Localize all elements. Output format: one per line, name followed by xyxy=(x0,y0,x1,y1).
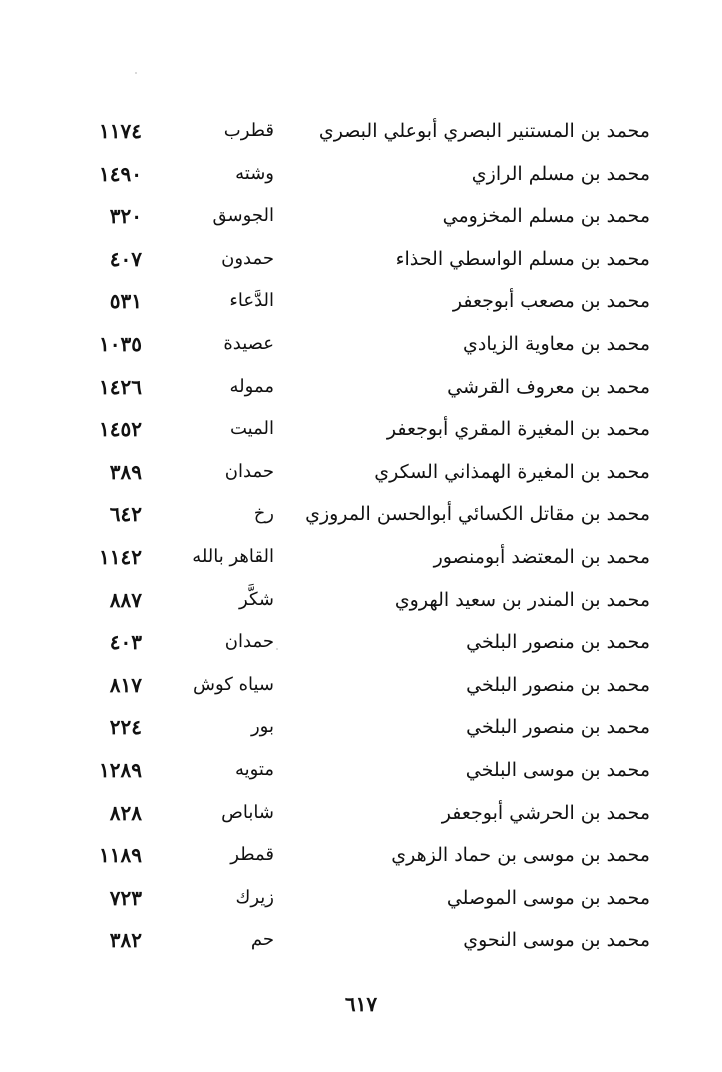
index-entry xyxy=(0,834,722,877)
entry-person-name: محمد بن منصور البلخي xyxy=(466,716,650,739)
entry-number: ٨٢٨ xyxy=(109,800,142,825)
entry-nickname: القاهر بالله xyxy=(192,545,274,567)
entry-nickname: رخ xyxy=(253,503,274,525)
index-entry xyxy=(0,579,722,622)
entry-number: ٨٨٧ xyxy=(109,587,142,612)
entry-number: ١٢٨٩ xyxy=(99,757,142,782)
index-entry xyxy=(0,451,722,494)
entry-number: ٤٠٣ xyxy=(109,630,142,655)
entry-person-name: محمد بن موسى بن حماد الزهري xyxy=(391,844,650,867)
entry-nickname: حمدان xyxy=(224,460,274,482)
entry-person-name: محمد بن منصور البلخي xyxy=(466,673,650,696)
entry-number: ١١٨٩ xyxy=(99,843,142,868)
entry-person-name: محمد بن المندر بن سعيد الهروي xyxy=(394,588,650,611)
index-entry xyxy=(0,919,722,962)
entry-number: ٦٤٢ xyxy=(109,502,142,527)
entry-number: ٨١٧ xyxy=(109,672,142,697)
entry-nickname: سياه كوش xyxy=(193,673,274,695)
entry-person-name: محمد بن مقاتل الكسائي أبوالحسن المروزي xyxy=(305,503,650,526)
entry-nickname: وشته xyxy=(235,162,274,184)
entry-nickname: قمطر xyxy=(230,844,274,866)
nickname-index-list xyxy=(0,110,722,962)
page-number: ٦١٧ xyxy=(344,992,378,1016)
index-entry xyxy=(0,110,722,153)
index-entry xyxy=(0,195,722,238)
entry-person-name: محمد بن موسى البلخي xyxy=(465,758,650,781)
entry-number: ٣٢٠ xyxy=(109,204,142,229)
index-entry xyxy=(0,280,722,323)
index-entry xyxy=(0,153,722,196)
entry-person-name: محمد بن المغيرة الهمذاني السكري xyxy=(374,460,650,483)
index-entry xyxy=(0,664,722,707)
entry-person-name: محمد بن المستنير البصري أبوعلي البصري xyxy=(318,120,650,142)
entry-number: ١٤٢٦ xyxy=(99,374,142,399)
entry-person-name: محمد بن مسلم الرازي xyxy=(471,162,650,185)
entry-number: ١٤٩٠ xyxy=(99,161,142,186)
entry-person-name: محمد بن موسى الموصلي xyxy=(446,886,650,909)
entry-person-name: محمد بن الحرشي أبوجعفر xyxy=(441,801,650,824)
entry-nickname: حمدون xyxy=(221,247,274,269)
entry-person-name: محمد بن موسى النحوي xyxy=(463,929,650,952)
index-entry xyxy=(0,536,722,579)
entry-nickname: قطرب xyxy=(223,120,274,141)
entry-nickname: متويه xyxy=(234,758,274,780)
index-entry xyxy=(0,238,722,281)
entry-nickname: زيرك xyxy=(235,886,274,908)
entry-number: ١١٧٤ xyxy=(99,119,142,143)
entry-number: ١٠٣٥ xyxy=(99,331,142,356)
entry-nickname: حم xyxy=(250,929,274,951)
entry-number: ٣٨٢ xyxy=(109,928,142,953)
index-entry xyxy=(0,366,722,409)
entry-person-name: محمد بن مسلم المخزومي xyxy=(442,205,650,228)
entry-number: ١١٤٢ xyxy=(99,544,142,569)
entry-nickname: الدَّعاء xyxy=(229,290,274,312)
entry-nickname: الميت xyxy=(230,418,274,440)
entry-person-name: محمد بن معاوية الزيادي xyxy=(462,332,650,355)
entry-person-name: محمد بن معروف القرشي xyxy=(447,375,650,398)
entry-nickname: الجوسق xyxy=(212,205,274,227)
entry-number: ٤٠٧ xyxy=(109,246,142,271)
entry-number: ١٤٥٢ xyxy=(99,417,142,442)
index-entry xyxy=(0,493,722,536)
entry-number: ٣٨٩ xyxy=(109,459,142,484)
index-entry xyxy=(0,706,722,749)
entry-nickname: حمدان xyxy=(224,631,274,653)
index-entry xyxy=(0,408,722,451)
entry-nickname: شاباص xyxy=(221,801,274,823)
entry-number: ٧٢٣ xyxy=(109,885,142,910)
entry-person-name: محمد بن مصعب أبوجعفر xyxy=(452,290,650,313)
entry-number: ٥٣١ xyxy=(109,289,142,314)
index-entry xyxy=(0,749,722,792)
index-entry xyxy=(0,323,722,366)
index-entry xyxy=(0,877,722,920)
entry-person-name: محمد بن مسلم الواسطي الحذاء xyxy=(395,247,650,270)
entry-number: ٢٢٤ xyxy=(109,715,142,740)
paper-speck xyxy=(135,72,137,74)
entry-nickname: بور xyxy=(250,716,274,738)
entry-person-name: محمد بن المعتضد أبومنصور xyxy=(433,545,650,568)
index-entry xyxy=(0,621,722,664)
entry-person-name: محمد بن المغيرة المقري أبوجعفر xyxy=(386,418,650,441)
entry-nickname: شكَّر xyxy=(239,588,274,610)
entry-nickname: مموله xyxy=(229,375,274,397)
index-entry xyxy=(0,792,722,835)
entry-nickname: عصيدة xyxy=(223,332,274,354)
entry-person-name: محمد بن منصور البلخي xyxy=(466,631,650,654)
